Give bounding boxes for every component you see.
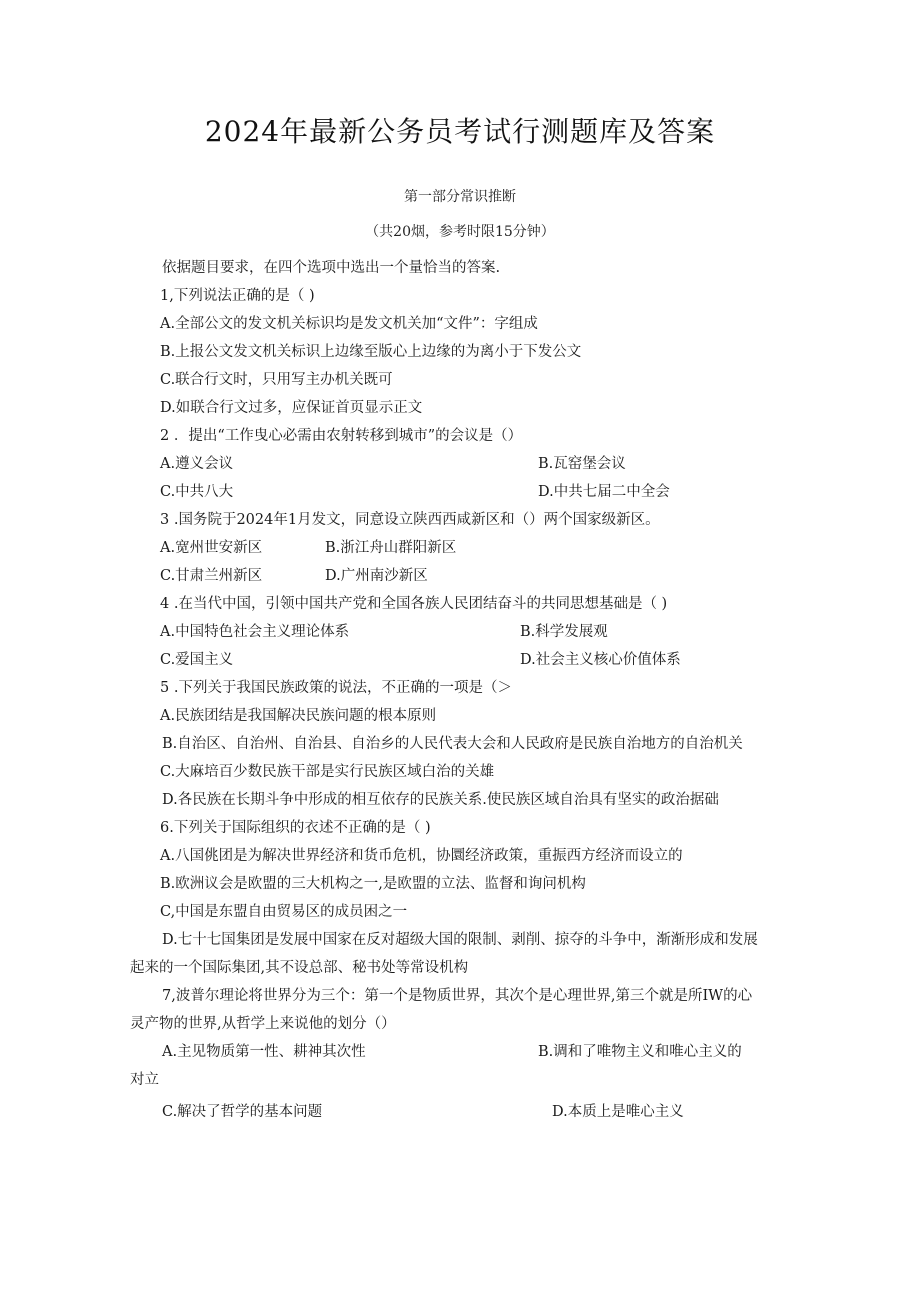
document-title: 2024年最新公务员考试行测题库及答案 (204, 115, 716, 148)
question-5-option-d: D.各民族在长期斗争中形成的相互依存的民族关系.使民族区域自治具有坚实的政治据础 (162, 792, 719, 808)
question-6-option-d-line2: 起来的一个国际集团,其不设总部、秘书处等常设机构 (130, 960, 469, 976)
question-7-option-d: D.本质上是唯心主义 (552, 1104, 684, 1120)
question-6-option-b: B.欧洲议会是欧盟的三大机构之一,是欧盟的立法、监督和询问机构 (160, 876, 586, 892)
question-7-option-a: A.主见物质第一性、耕神其次性 (162, 1044, 366, 1060)
question-1-option-d: D.如联合行文过多，应保证首页显示正文 (160, 400, 423, 416)
question-7-option-c: C.解决了哲学的基本问题 (162, 1104, 323, 1120)
question-1-option-a: A.全部公文的发文机关标识均是发文机关加“文件”：字组成 (160, 316, 538, 332)
question-4-stem: 4 .在当代中国，引领中国共产党和全国各族人民团结奋斗的共同思想基础是（ ) (160, 596, 668, 612)
question-7-option-b-cont: 对立 (130, 1072, 159, 1088)
question-5-option-c: C.大麻培百少数民族干部是实行民族区域白治的关雄 (160, 764, 495, 780)
question-2-option-c: C.中共八大 (160, 484, 234, 500)
question-6-option-a: A.八国佻团是为解决世界经济和货币危机，协圜经济政策，重振西方经济而设立的 (160, 848, 683, 864)
question-5-option-a: A.民族团结是我国解决民族问题的根本原则 (160, 708, 437, 724)
question-3-option-a: A.宽州世安新区 (160, 540, 263, 556)
question-3-option-b: B.浙江舟山群阳新区 (325, 540, 457, 556)
question-4-option-a: A.中国特色社会主义理论体系 (160, 624, 350, 640)
question-2-option-b: B.瓦窑堡会议 (538, 456, 626, 472)
question-6-option-d-line1: D.七十七国集团是发展中国家在反对超级大国的限制、剥削、掠夺的斗争中，渐渐形成和发展 (162, 932, 758, 948)
question-3-option-d: D.广州南沙新区 (325, 568, 428, 584)
question-1-option-b: B.上报公文发文机关标识上边缘至版心上边缘的为离小于下发公文 (160, 344, 582, 360)
question-1-option-c: C.联合行文时，只用写主办机关既可 (160, 372, 393, 388)
question-7-option-b: B.调和了唯物主义和唯心主义的 (538, 1044, 742, 1060)
question-7-stem-line1: 7,波普尔理论将世界分为三个：第一个是物质世界，其次个是心理世界,第三个就是所IW的心 (162, 988, 753, 1004)
question-4-option-b: B.科学发展观 (520, 624, 608, 640)
instruction-text: 依据题目要求，在四个选项中选出一个量恰当的答案. (162, 260, 501, 276)
section-heading: 第一部分常识推断 (404, 189, 516, 205)
question-2-option-a: A.遵义会议 (160, 456, 234, 472)
question-4-option-c: C.爱国主义 (160, 652, 234, 668)
question-7-stem-line2: 灵产物的世界,从哲学上来说他的划分（） (130, 1016, 396, 1032)
question-2-option-d: D.中共七届二中全会 (538, 484, 670, 500)
question-1-stem: 1,下列说法正确的是（ ) (160, 288, 315, 304)
question-6-option-c: C,中国是东盟自由贸易区的成员困之一 (160, 904, 408, 920)
question-4-option-d: D.社会主义核心价值体系 (520, 652, 681, 668)
question-3-option-c: C.甘肃兰州新区 (160, 568, 263, 584)
question-5-stem: 5 .下列关于我国民族政策的说法，不正确的一项是（＞ (160, 680, 512, 696)
question-3-stem: 3 .国务院于2024年1月发文，同意设立陕西西咸新区和（）两个国家级新区。 (160, 512, 660, 528)
question-6-stem: 6.下列关于国际组织的衣述不正确的是（ ) (160, 820, 431, 836)
question-5-option-b: B.自治区、自治州、自治县、自治乡的人民代表大会和人民政府是民族自治地方的自治机关 (162, 736, 743, 752)
section-note: （共20烟，参考时限15分钟） (365, 224, 555, 240)
question-2-stem: 2 ．提出“工作曳心必需由农射转移到城市”的会议是（） (160, 428, 523, 444)
